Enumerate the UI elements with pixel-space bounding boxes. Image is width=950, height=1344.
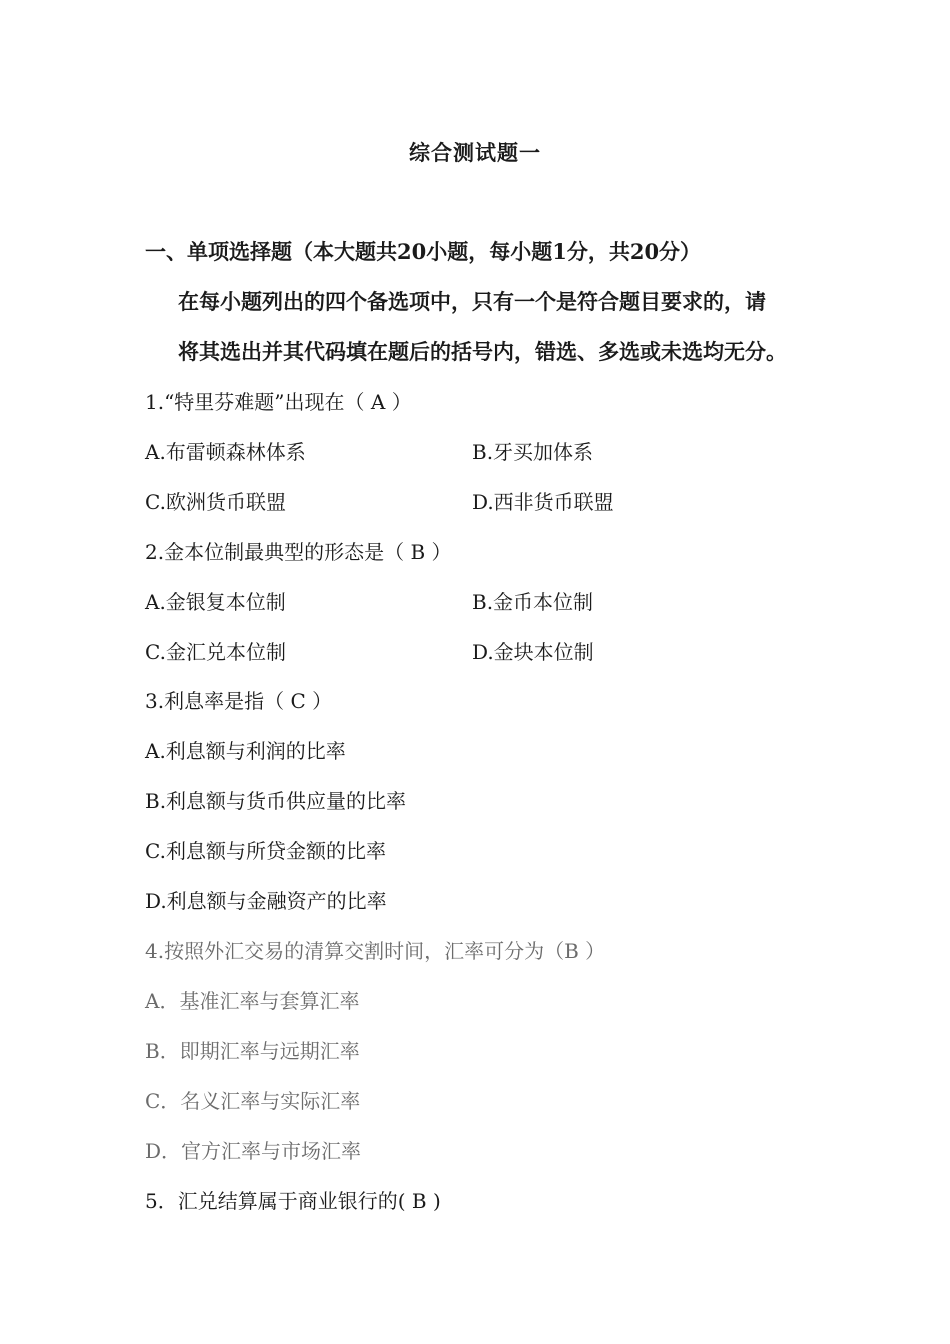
question-3-option-d: D.利息额与金融资产的比率 [145,889,387,913]
question-2-stem: 2.金本位制最典型的形态是（ B ） [145,540,452,564]
question-1-option-a: A.布雷顿森林体系 [145,440,306,464]
question-3-option-c: C.利息额与所贷金额的比率 [145,839,386,863]
question-2-option-a: A.金银复本位制 [145,590,286,614]
instruction-line-1: 在每小题列出的四个备选项中，只有一个是符合题目要求的，请 [178,289,766,314]
question-3-option-b: B.利息额与货币供应量的比率 [145,789,407,813]
document-title: 综合测试题一 [409,140,541,165]
question-2-option-d: D.金块本位制 [472,640,594,664]
question-4-option-d: D．官方汇率与市场汇率 [145,1139,362,1163]
section-heading: 一、单项选择题（本大题共20小题，每小题1分，共20分） [145,239,702,264]
question-1-option-d: D.西非货币联盟 [472,490,614,514]
instruction-line-2: 将其选出并其代码填在题后的括号内，错选、多选或未选均无分。 [178,339,787,364]
question-2-option-b: B.金币本位制 [472,590,594,614]
question-4-option-a: A．基准汇率与套算汇率 [145,989,360,1013]
question-1-option-c: C.欧洲货币联盟 [145,490,286,514]
question-4-option-c: C．名义汇率与实际汇率 [145,1089,361,1113]
question-5-stem: 5．汇兑结算属于商业银行的( B ) [145,1189,441,1213]
question-2-option-c: C.金汇兑本位制 [145,640,286,664]
question-4-stem: 4.按照外汇交易的清算交割时间，汇率可分为（B ） [145,939,606,963]
question-1-option-b: B.牙买加体系 [472,440,594,464]
question-1-stem: 1.“特里芬难题”出现在（ A ） [145,390,412,414]
question-3-stem: 3.利息率是指（ C ） [145,689,333,713]
question-4-option-b: B．即期汇率与远期汇率 [145,1039,360,1063]
question-3-option-a: A.利息额与利润的比率 [145,739,346,763]
